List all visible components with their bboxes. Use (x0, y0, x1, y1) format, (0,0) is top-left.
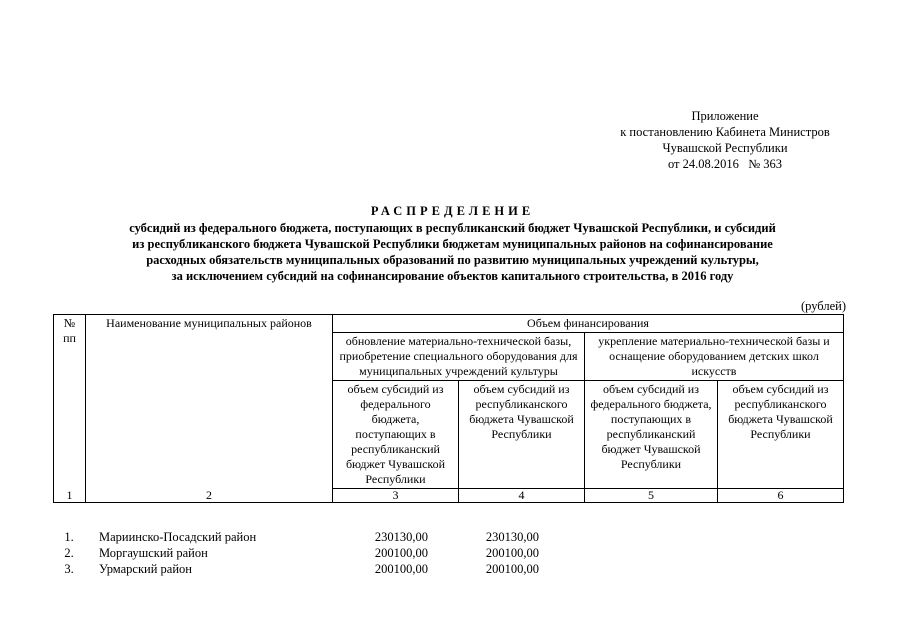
appendix-republic: Чувашской Республики (662, 141, 788, 155)
subtitle-line: из республиканского бюджета Чувашской Республики бюджетам муниципальных районов на софинансирование (132, 237, 773, 251)
header-federal-subsidy-1: объем субсидий из федерального бюджета, поступающих в республиканский бюджет Чувашской Республики (333, 381, 459, 489)
financing-table-header (53, 314, 844, 503)
appendix-header (580, 108, 870, 172)
column-number: 4 (459, 489, 585, 503)
row-district: Урмарский район (99, 562, 192, 576)
header-group-art-schools: укрепление материально-технической базы и оснащение оборудованием детских школ искусств (585, 333, 844, 381)
header-group-culture-institutions: обновление материально-технической базы, приобретение специального оборудования для муниципальных учреждений культуры (333, 333, 585, 381)
appendix-date: от 24.08.2016 № 363 (667, 157, 783, 171)
table-row (53, 529, 843, 545)
row-republic-subsidy-1: 200100,00 (485, 546, 539, 560)
table-row (53, 545, 843, 561)
column-number: 5 (585, 489, 718, 503)
column-number: 3 (333, 489, 459, 503)
subtitle-line: субсидий из федерального бюджета, поступающих в республиканский бюджет Чувашской Республики, и субсидий (129, 221, 776, 235)
row-federal-subsidy-1: 200100,00 (374, 562, 428, 576)
row-republic-subsidy-2 (717, 529, 843, 545)
appendix-decree: к постановлению Кабинета Министров (620, 125, 830, 139)
subtitle-line: за исключением субсидий на софинансирование объектов капитального строительства, в 2016 году (171, 269, 734, 283)
column-number: 2 (86, 489, 333, 503)
header-republic-subsidy-2: объем субсидий из республиканского бюджета Чувашской Республики (718, 381, 844, 489)
row-republic-subsidy-1: 230130,00 (485, 530, 539, 544)
subtitle-line: расходных обязательств муниципальных образований по развитию муниципальных учреждений культуры, (146, 253, 759, 267)
row-num: 3. (64, 562, 74, 576)
row-federal-subsidy-1: 230130,00 (374, 530, 428, 544)
row-republic-subsidy-1: 200100,00 (485, 562, 539, 576)
row-republic-subsidy-2 (717, 545, 843, 561)
table-row (53, 561, 843, 577)
units-label: (рублей) (800, 299, 846, 313)
column-number: 6 (718, 489, 844, 503)
document-title: РАСПРЕДЕЛЕНИЕ (370, 204, 535, 218)
row-federal-subsidy-2 (584, 529, 717, 545)
header-republic-subsidy-1: объем субсидий из республиканского бюджета Чувашской Республики (459, 381, 585, 489)
appendix-label: Приложение (691, 109, 759, 123)
column-number: 1 (54, 489, 86, 503)
row-num: 1. (64, 530, 74, 544)
row-district: Мариинско-Посадский район (99, 530, 257, 544)
row-federal-subsidy-1: 200100,00 (374, 546, 428, 560)
header-financing-volume: Объем финансирования (333, 315, 844, 333)
row-republic-subsidy-2 (717, 561, 843, 577)
row-federal-subsidy-2 (584, 561, 717, 577)
row-district: Моргаушский район (99, 546, 208, 560)
row-federal-subsidy-2 (584, 545, 717, 561)
header-district-name: Наименование муниципальных районов (86, 315, 333, 489)
row-num: 2. (64, 546, 74, 560)
header-federal-subsidy-2: объем субсидий из федерального бюджета, поступающих в республиканский бюджет Чувашской Республики (585, 381, 718, 489)
financing-table-body (53, 529, 843, 577)
header-num: № пп (54, 315, 86, 489)
document-subtitle (40, 220, 865, 284)
